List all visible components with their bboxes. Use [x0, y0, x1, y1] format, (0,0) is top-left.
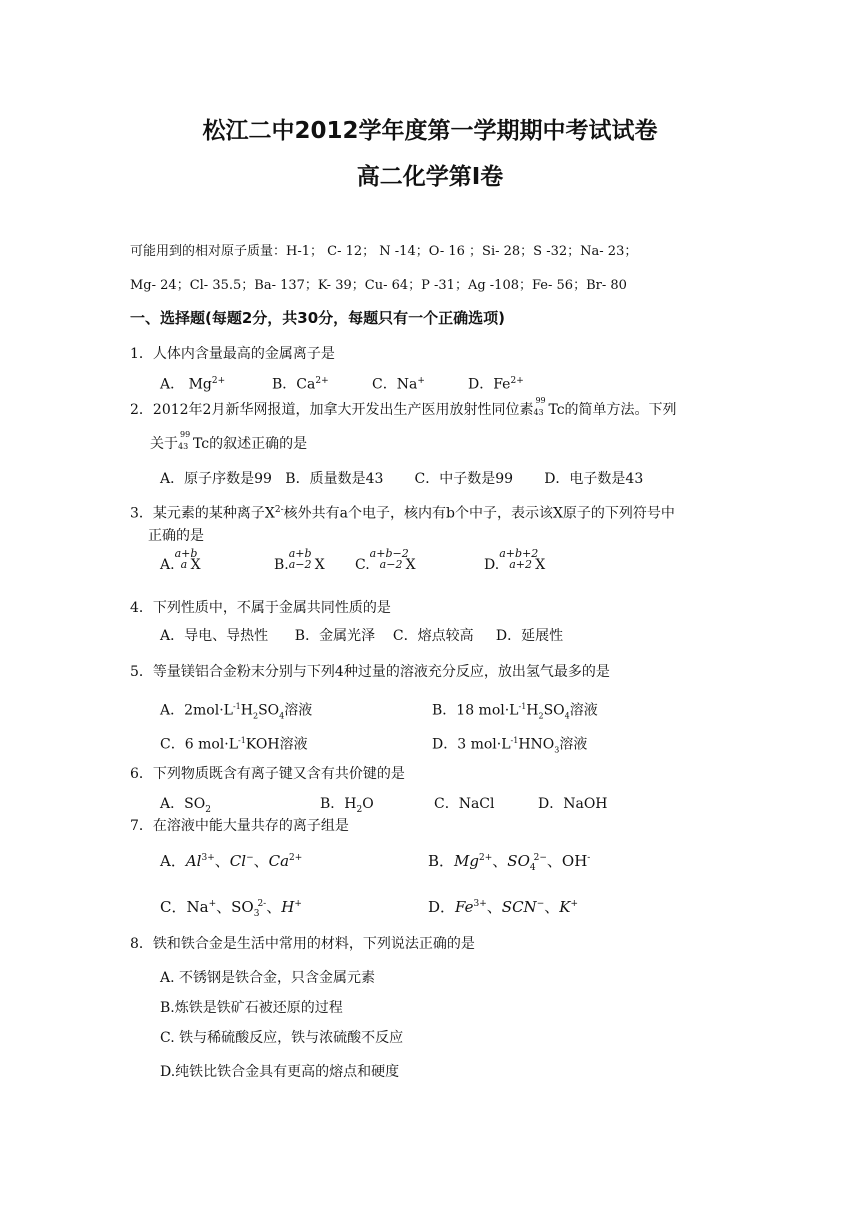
question-4-stem: 4．下列性质中，不属于金属共同性质的是 [130, 600, 391, 616]
question-3-stem: 3．某元素的某种离子$X^{2-}$核外共有a个电子，核内有b个中子，表示该X原子的下列符号中 [130, 505, 675, 522]
exam-subtitle: 高二化学第Ⅰ卷 [356, 164, 504, 190]
tc99-isotope-symbol: 99 43 [533, 396, 546, 417]
q7-option-a: A．$Al^{3+}$、Cl−、$Ca^{2+}$ [160, 852, 303, 870]
question-7-stem: 7．在溶液中能大量共存的离子组是 [130, 818, 349, 834]
question-5-stem: 5．等量镁铝合金粉末分别与下列4种过量的溶液充分反应，放出氢气最多的是 [130, 664, 610, 680]
q1-option-a: A． $Mg^{2+}$ [160, 376, 226, 393]
q5-option-b: B．18 $mol\cdot L^{-1}H_2SO_4$溶液 [432, 702, 598, 721]
q2-options: A．原子序数是99 B．质量数是43 C．中子数是99 D．电子数是43 [160, 471, 644, 487]
q6-option-b: B．$H_2O$ [320, 796, 374, 815]
q6-option-a: A．$SO_2$ [160, 796, 211, 815]
q3-option-d: D. a+b+2 a+2 X [484, 547, 546, 573]
q8-option-b: B.炼铁是铁矿石被还原的过程 [160, 1000, 343, 1016]
question-2-stem: 2．2012年2月新华网报道，加拿大开发出生产医用放射性同位素 99 43 Tc的简单方法。下列 [130, 396, 677, 418]
q1-option-d: D．$Fe^{2+}$ [468, 376, 524, 393]
atomic-masses-line-1: 可能用到的相对原子质量：H-1； C- 12； N -14；O- 16 ；Si- 28；S -32；Na- 23； [130, 244, 638, 259]
question-3-stem-line-2: 正确的是 [148, 528, 204, 544]
question-2-stem-line-2: 关于 99 43 Tc的叙述正确的是 [150, 430, 308, 452]
q6-option-d: D．NaOH [538, 796, 608, 812]
q7-option-c: C．Na+、$SO_3^{2-}$、H+ [160, 898, 302, 919]
q5-option-a: A．$2mol\cdot L^{-1}H_2SO_4$溶液 [160, 702, 313, 721]
exam-title: 松江二中2012学年度第一学期期中考试试卷 [202, 118, 658, 144]
q5-option-d: D．3 $mol\cdot L^{-1}HNO_3$溶液 [432, 736, 588, 755]
section-heading: 一、选择题(每题2分，共30分，每题只有一个正确选项) [130, 309, 506, 327]
q1-option-b: B．$Ca^{2+}$ [272, 376, 329, 393]
q6-option-c: C．NaCl [434, 796, 495, 812]
question-1-stem: 1．人体内含量最高的金属离子是 [130, 346, 335, 362]
question-8-stem: 8．铁和铁合金是生活中常用的材料，下列说法正确的是 [130, 936, 475, 952]
q3-option-c: C. a+b−2 a−2 X [355, 547, 416, 573]
q3-option-b: B. a+b a−2 X [274, 547, 325, 573]
q5-option-c: C．6 $mol\cdot L^{-1}KOH$溶液 [160, 736, 308, 753]
q7-option-b: B．$Mg^{2+}$、$SO_4^{2-}$、OH- [428, 852, 591, 873]
atomic-masses-line-2: Mg- 24；Cl- 35.5；Ba- 137；K- 39；Cu- 64；P -31；Ag -108；Fe- 56；Br- 80 [130, 278, 627, 293]
q8-option-a: A. 不锈钢是铁合金，只含金属元素 [160, 970, 376, 986]
q8-option-c: C. 铁与稀硫酸反应，铁与浓硫酸不反应 [160, 1030, 404, 1046]
q1-option-c: C．Na+ [372, 376, 425, 393]
q7-option-d: D．$Fe^{3+}$、SCN−、K+ [428, 898, 579, 916]
q4-options: A．导电、导热性 B．金属光泽 C．熔点较高 D．延展性 [160, 628, 564, 644]
q8-option-d: D.纯铁比铁合金具有更高的熔点和硬度 [160, 1064, 400, 1080]
q3-option-a: A. a+b a X [160, 547, 201, 573]
question-6-stem: 6．下列物质既含有离子键又含有共价键的是 [130, 766, 405, 782]
